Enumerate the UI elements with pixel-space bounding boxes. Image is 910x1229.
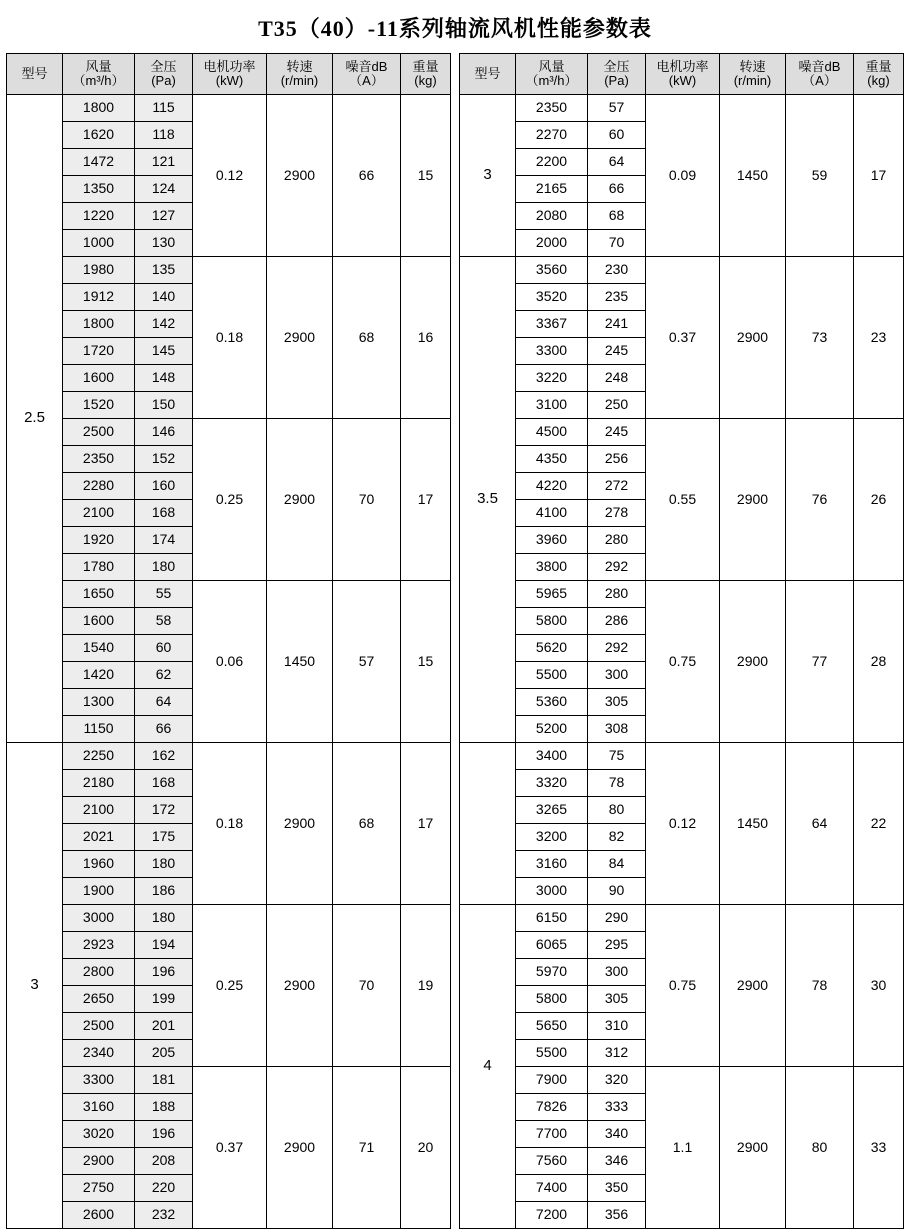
cell-model <box>460 743 516 905</box>
cell-pressure: 250 <box>588 392 646 419</box>
cell-pressure: 245 <box>588 338 646 365</box>
cell-pressure: 145 <box>135 338 193 365</box>
cell-flow: 2923 <box>63 932 135 959</box>
cell-power: 0.12 <box>193 95 267 257</box>
cell-power: 0.55 <box>646 419 720 581</box>
cell-flow: 2650 <box>63 986 135 1013</box>
cell-flow: 1800 <box>63 311 135 338</box>
cell-flow: 1420 <box>63 662 135 689</box>
cell-flow: 1150 <box>63 716 135 743</box>
cell-flow: 3320 <box>516 770 588 797</box>
cell-pressure: 333 <box>588 1094 646 1121</box>
cell-pressure: 80 <box>588 797 646 824</box>
header-row <box>7 54 451 95</box>
left-parameter-table <box>6 53 451 1229</box>
cell-pressure: 60 <box>135 635 193 662</box>
cell-pressure: 248 <box>588 365 646 392</box>
table-row <box>7 419 451 446</box>
cell-speed: 2900 <box>720 581 786 743</box>
cell-speed: 2900 <box>267 905 333 1067</box>
cell-flow: 3300 <box>63 1067 135 1094</box>
col-header-noise: 噪音dB （A） <box>333 54 401 95</box>
cell-pressure: 180 <box>135 851 193 878</box>
cell-pressure: 280 <box>588 527 646 554</box>
cell-flow: 2350 <box>63 446 135 473</box>
cell-weight: 19 <box>401 905 451 1067</box>
cell-flow: 1720 <box>63 338 135 365</box>
table-row <box>460 1067 904 1094</box>
cell-flow: 5200 <box>516 716 588 743</box>
cell-pressure: 55 <box>135 581 193 608</box>
cell-pressure: 180 <box>135 905 193 932</box>
cell-flow: 2800 <box>63 959 135 986</box>
cell-pressure: 312 <box>588 1040 646 1067</box>
cell-flow: 7900 <box>516 1067 588 1094</box>
cell-pressure: 160 <box>135 473 193 500</box>
cell-speed: 2900 <box>720 905 786 1067</box>
cell-flow: 2340 <box>63 1040 135 1067</box>
cell-pressure: 308 <box>588 716 646 743</box>
cell-flow: 7826 <box>516 1094 588 1121</box>
cell-flow: 7400 <box>516 1175 588 1202</box>
cell-power: 0.06 <box>193 581 267 743</box>
cell-flow: 3800 <box>516 554 588 581</box>
cell-pressure: 162 <box>135 743 193 770</box>
cell-speed: 2900 <box>720 1067 786 1229</box>
table-row <box>7 905 451 932</box>
cell-speed: 1450 <box>720 95 786 257</box>
cell-model: 4 <box>460 905 516 1229</box>
cell-pressure: 135 <box>135 257 193 284</box>
cell-pressure: 68 <box>588 203 646 230</box>
cell-pressure: 230 <box>588 257 646 284</box>
cell-flow: 2021 <box>63 824 135 851</box>
cell-flow: 3560 <box>516 257 588 284</box>
cell-power: 0.37 <box>193 1067 267 1229</box>
col-header-weight: 重量 (kg) <box>854 54 904 95</box>
cell-pressure: 292 <box>588 635 646 662</box>
cell-flow: 3520 <box>516 284 588 311</box>
cell-flow: 3265 <box>516 797 588 824</box>
cell-flow: 3160 <box>63 1094 135 1121</box>
cell-flow: 2600 <box>63 1202 135 1229</box>
cell-flow: 5650 <box>516 1013 588 1040</box>
cell-pressure: 356 <box>588 1202 646 1229</box>
cell-pressure: 300 <box>588 662 646 689</box>
cell-noise: 66 <box>333 95 401 257</box>
col-header-pressure: 全压 (Pa) <box>135 54 193 95</box>
cell-power: 0.12 <box>646 743 720 905</box>
cell-pressure: 140 <box>135 284 193 311</box>
table-row <box>7 581 451 608</box>
cell-flow: 1300 <box>63 689 135 716</box>
tables-container <box>0 53 910 1229</box>
cell-flow: 5965 <box>516 581 588 608</box>
right-table-header <box>460 54 904 95</box>
cell-flow: 2200 <box>516 149 588 176</box>
cell-flow: 1472 <box>63 149 135 176</box>
header-row <box>460 54 904 95</box>
cell-noise: 76 <box>786 419 854 581</box>
table-row <box>460 257 904 284</box>
cell-pressure: 272 <box>588 473 646 500</box>
cell-pressure: 57 <box>588 95 646 122</box>
cell-flow: 2180 <box>63 770 135 797</box>
cell-noise: 68 <box>333 743 401 905</box>
cell-flow: 2000 <box>516 230 588 257</box>
cell-flow: 7560 <box>516 1148 588 1175</box>
cell-flow: 3000 <box>516 878 588 905</box>
cell-flow: 4100 <box>516 500 588 527</box>
page-title: T35（40）-11系列轴流风机性能参数表 <box>258 16 652 41</box>
cell-pressure: 208 <box>135 1148 193 1175</box>
cell-weight: 30 <box>854 905 904 1067</box>
table-row <box>460 905 904 932</box>
table-row <box>7 95 451 122</box>
cell-pressure: 196 <box>135 959 193 986</box>
cell-flow: 1620 <box>63 122 135 149</box>
table-row <box>460 581 904 608</box>
cell-pressure: 146 <box>135 419 193 446</box>
cell-pressure: 58 <box>135 608 193 635</box>
cell-pressure: 152 <box>135 446 193 473</box>
cell-pressure: 199 <box>135 986 193 1013</box>
left-table-body <box>7 95 451 1229</box>
cell-pressure: 186 <box>135 878 193 905</box>
cell-pressure: 180 <box>135 554 193 581</box>
cell-weight: 16 <box>401 257 451 419</box>
cell-pressure: 300 <box>588 959 646 986</box>
cell-flow: 1960 <box>63 851 135 878</box>
cell-noise: 59 <box>786 95 854 257</box>
table-row <box>7 1067 451 1094</box>
cell-flow: 6065 <box>516 932 588 959</box>
cell-noise: 57 <box>333 581 401 743</box>
cell-pressure: 70 <box>588 230 646 257</box>
cell-flow: 3000 <box>63 905 135 932</box>
cell-flow: 5620 <box>516 635 588 662</box>
cell-pressure: 350 <box>588 1175 646 1202</box>
cell-pressure: 205 <box>135 1040 193 1067</box>
cell-pressure: 124 <box>135 176 193 203</box>
col-header-power: 电机功率 (kW) <box>193 54 267 95</box>
cell-flow: 2500 <box>63 419 135 446</box>
cell-noise: 80 <box>786 1067 854 1229</box>
cell-noise: 70 <box>333 419 401 581</box>
cell-pressure: 196 <box>135 1121 193 1148</box>
cell-pressure: 168 <box>135 770 193 797</box>
cell-pressure: 90 <box>588 878 646 905</box>
cell-power: 0.18 <box>193 743 267 905</box>
cell-power: 0.37 <box>646 257 720 419</box>
cell-flow: 3220 <box>516 365 588 392</box>
cell-flow: 4350 <box>516 446 588 473</box>
cell-model: 3.5 <box>460 257 516 743</box>
cell-pressure: 75 <box>588 743 646 770</box>
cell-flow: 7700 <box>516 1121 588 1148</box>
cell-power: 1.1 <box>646 1067 720 1229</box>
cell-flow: 1350 <box>63 176 135 203</box>
cell-pressure: 188 <box>135 1094 193 1121</box>
cell-pressure: 220 <box>135 1175 193 1202</box>
cell-flow: 1800 <box>63 95 135 122</box>
cell-pressure: 235 <box>588 284 646 311</box>
cell-flow: 2350 <box>516 95 588 122</box>
cell-flow: 1900 <box>63 878 135 905</box>
cell-flow: 2270 <box>516 122 588 149</box>
cell-pressure: 78 <box>588 770 646 797</box>
cell-flow: 5800 <box>516 986 588 1013</box>
cell-flow: 4500 <box>516 419 588 446</box>
table-row <box>7 743 451 770</box>
cell-pressure: 66 <box>135 716 193 743</box>
cell-flow: 3020 <box>63 1121 135 1148</box>
table-row <box>460 95 904 122</box>
cell-flow: 2750 <box>63 1175 135 1202</box>
cell-noise: 70 <box>333 905 401 1067</box>
cell-flow: 5360 <box>516 689 588 716</box>
cell-pressure: 320 <box>588 1067 646 1094</box>
cell-flow: 5500 <box>516 662 588 689</box>
cell-pressure: 278 <box>588 500 646 527</box>
cell-pressure: 340 <box>588 1121 646 1148</box>
cell-flow: 6150 <box>516 905 588 932</box>
cell-pressure: 60 <box>588 122 646 149</box>
cell-noise: 78 <box>786 905 854 1067</box>
cell-flow: 3200 <box>516 824 588 851</box>
cell-speed: 1450 <box>720 743 786 905</box>
cell-weight: 23 <box>854 257 904 419</box>
left-table-header <box>7 54 451 95</box>
col-header-noise: 噪音dB （A） <box>786 54 854 95</box>
col-header-model: 型号 <box>7 54 63 95</box>
table-row <box>7 257 451 284</box>
cell-speed: 2900 <box>267 419 333 581</box>
cell-pressure: 194 <box>135 932 193 959</box>
cell-speed: 2900 <box>267 743 333 905</box>
cell-pressure: 286 <box>588 608 646 635</box>
col-header-flow: 风量 （m³/h） <box>63 54 135 95</box>
cell-pressure: 115 <box>135 95 193 122</box>
cell-flow: 2280 <box>63 473 135 500</box>
cell-pressure: 181 <box>135 1067 193 1094</box>
cell-pressure: 232 <box>135 1202 193 1229</box>
cell-flow: 3300 <box>516 338 588 365</box>
cell-weight: 15 <box>401 95 451 257</box>
cell-flow: 4220 <box>516 473 588 500</box>
cell-pressure: 66 <box>588 176 646 203</box>
cell-model: 3 <box>7 743 63 1229</box>
cell-pressure: 280 <box>588 581 646 608</box>
cell-pressure: 172 <box>135 797 193 824</box>
cell-flow: 5800 <box>516 608 588 635</box>
cell-power: 0.75 <box>646 905 720 1067</box>
cell-speed: 2900 <box>267 95 333 257</box>
col-header-power: 电机功率 (kW) <box>646 54 720 95</box>
cell-flow: 2080 <box>516 203 588 230</box>
cell-pressure: 305 <box>588 986 646 1013</box>
cell-pressure: 142 <box>135 311 193 338</box>
cell-flow: 1000 <box>63 230 135 257</box>
cell-weight: 20 <box>401 1067 451 1229</box>
cell-model: 2.5 <box>7 95 63 743</box>
cell-noise: 68 <box>333 257 401 419</box>
col-header-flow: 风量 （m³/h） <box>516 54 588 95</box>
cell-pressure: 150 <box>135 392 193 419</box>
cell-flow: 3160 <box>516 851 588 878</box>
cell-flow: 2900 <box>63 1148 135 1175</box>
right-parameter-table <box>459 53 904 1229</box>
cell-pressure: 175 <box>135 824 193 851</box>
cell-pressure: 64 <box>588 149 646 176</box>
col-header-model: 型号 <box>460 54 516 95</box>
cell-noise: 77 <box>786 581 854 743</box>
cell-flow: 2100 <box>63 500 135 527</box>
cell-pressure: 292 <box>588 554 646 581</box>
cell-flow: 1780 <box>63 554 135 581</box>
cell-noise: 71 <box>333 1067 401 1229</box>
cell-pressure: 241 <box>588 311 646 338</box>
cell-flow: 1912 <box>63 284 135 311</box>
cell-flow: 3960 <box>516 527 588 554</box>
cell-flow: 1520 <box>63 392 135 419</box>
cell-pressure: 305 <box>588 689 646 716</box>
col-header-speed: 转速 (r/min) <box>720 54 786 95</box>
cell-weight: 17 <box>401 743 451 905</box>
cell-pressure: 127 <box>135 203 193 230</box>
cell-pressure: 121 <box>135 149 193 176</box>
cell-flow: 1980 <box>63 257 135 284</box>
cell-flow: 5970 <box>516 959 588 986</box>
cell-pressure: 148 <box>135 365 193 392</box>
cell-flow: 1650 <box>63 581 135 608</box>
cell-speed: 2900 <box>720 257 786 419</box>
cell-pressure: 118 <box>135 122 193 149</box>
table-row <box>460 743 904 770</box>
cell-pressure: 245 <box>588 419 646 446</box>
cell-pressure: 256 <box>588 446 646 473</box>
cell-speed: 1450 <box>267 581 333 743</box>
col-header-speed: 转速 (r/min) <box>267 54 333 95</box>
cell-pressure: 201 <box>135 1013 193 1040</box>
cell-pressure: 290 <box>588 905 646 932</box>
table-row <box>460 419 904 446</box>
cell-flow: 2165 <box>516 176 588 203</box>
cell-flow: 2250 <box>63 743 135 770</box>
cell-flow: 1600 <box>63 608 135 635</box>
cell-pressure: 64 <box>135 689 193 716</box>
right-table-body <box>460 95 904 1229</box>
cell-speed: 2900 <box>720 419 786 581</box>
cell-noise: 73 <box>786 257 854 419</box>
cell-weight: 15 <box>401 581 451 743</box>
cell-power: 0.18 <box>193 257 267 419</box>
cell-pressure: 168 <box>135 500 193 527</box>
cell-speed: 2900 <box>267 1067 333 1229</box>
cell-flow: 1540 <box>63 635 135 662</box>
cell-weight: 28 <box>854 581 904 743</box>
cell-weight: 33 <box>854 1067 904 1229</box>
cell-pressure: 82 <box>588 824 646 851</box>
cell-pressure: 346 <box>588 1148 646 1175</box>
cell-pressure: 84 <box>588 851 646 878</box>
cell-flow: 2500 <box>63 1013 135 1040</box>
cell-flow: 5500 <box>516 1040 588 1067</box>
col-header-weight: 重量 (kg) <box>401 54 451 95</box>
cell-weight: 22 <box>854 743 904 905</box>
cell-flow: 3367 <box>516 311 588 338</box>
cell-flow: 1220 <box>63 203 135 230</box>
cell-noise: 64 <box>786 743 854 905</box>
cell-flow: 3400 <box>516 743 588 770</box>
cell-flow: 2100 <box>63 797 135 824</box>
cell-speed: 2900 <box>267 257 333 419</box>
col-header-pressure: 全压 (Pa) <box>588 54 646 95</box>
cell-power: 0.09 <box>646 95 720 257</box>
cell-power: 0.75 <box>646 581 720 743</box>
cell-power: 0.25 <box>193 905 267 1067</box>
cell-pressure: 295 <box>588 932 646 959</box>
cell-weight: 17 <box>401 419 451 581</box>
cell-flow: 1600 <box>63 365 135 392</box>
cell-pressure: 174 <box>135 527 193 554</box>
cell-flow: 7200 <box>516 1202 588 1229</box>
cell-pressure: 130 <box>135 230 193 257</box>
cell-weight: 17 <box>854 95 904 257</box>
cell-flow: 1920 <box>63 527 135 554</box>
cell-flow: 3100 <box>516 392 588 419</box>
cell-pressure: 62 <box>135 662 193 689</box>
cell-power: 0.25 <box>193 419 267 581</box>
cell-weight: 26 <box>854 419 904 581</box>
cell-pressure: 310 <box>588 1013 646 1040</box>
cell-model: 3 <box>460 95 516 257</box>
